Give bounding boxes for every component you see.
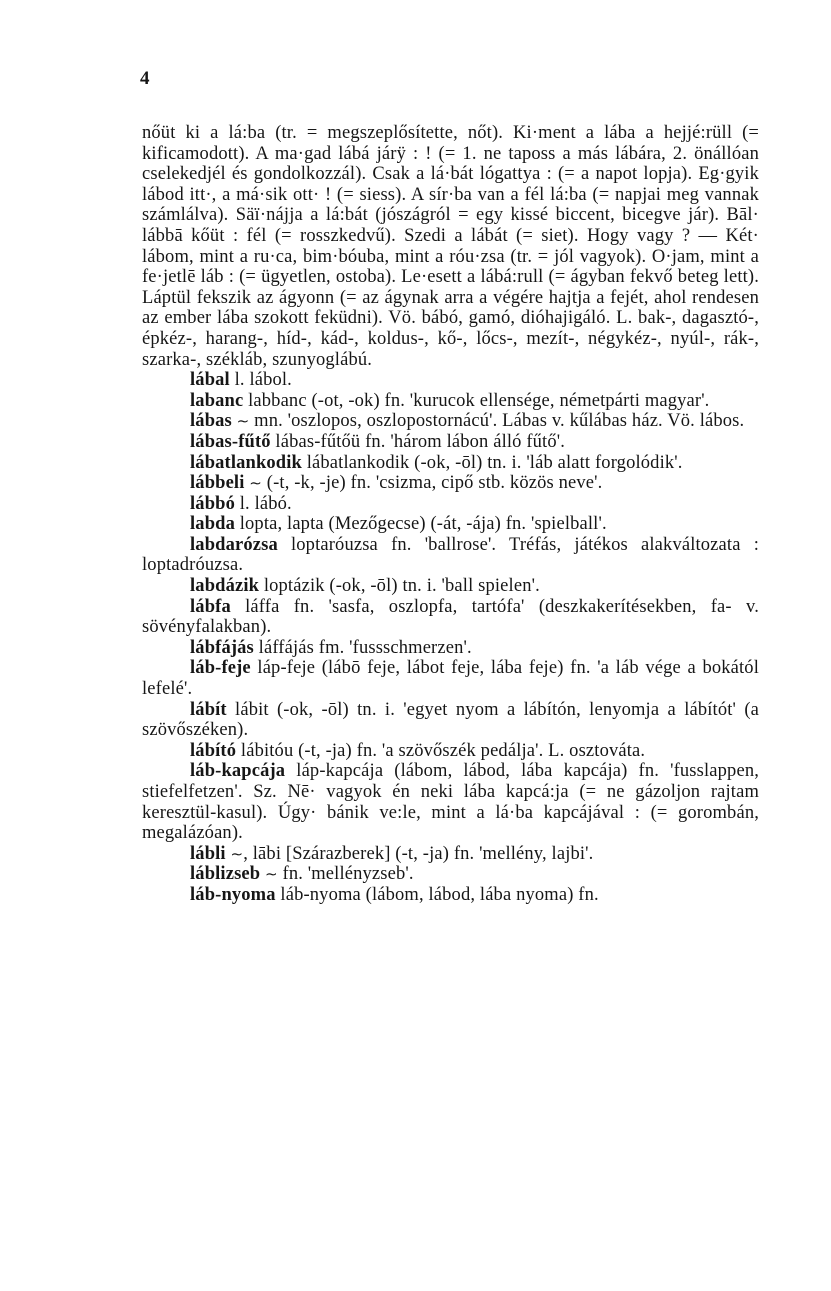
headword: labanc: [190, 390, 244, 411]
headword: lábal: [190, 370, 230, 391]
entry-body: l. lábó.: [234, 493, 292, 514]
headword: lábas: [190, 411, 232, 432]
entry-labbo: [142, 494, 759, 515]
headword: láb-nyoma: [190, 884, 276, 905]
entry-lablizseb: [142, 864, 759, 885]
entry-lab-nyoma: [142, 885, 759, 906]
entry-body: lopta, lapta (Mezőgecse) (-át, -ája) fn. 'spielball'.: [234, 514, 607, 535]
entry-body: láffa fn. 'sasfa, oszlopfa, tartófa' (deszkakerítésekben, fa- v. sövényfalakban).: [142, 596, 759, 638]
entry-body: (-t, -k, -je) fn. 'csizma, cipő stb. közös neve'.: [262, 473, 603, 494]
headword: láb-kapcája: [190, 761, 286, 782]
entry-labal: [142, 370, 759, 391]
entry-body: láffájás fm. 'fussschmerzen'.: [253, 637, 472, 658]
entry-labdazik: [142, 576, 759, 597]
entry-body: láp-feje (lábō feje, lábot feje, lába feje) fn. 'a láb vége a bokától lefelé'.: [142, 658, 759, 700]
entry-labfa: [142, 597, 759, 638]
page-number: 4: [140, 68, 150, 89]
headword: labdarózsa: [190, 534, 278, 555]
entry-labito: [142, 741, 759, 762]
entry-body: lábitóu (-t, -ja) fn. 'a szövőszék pedálja'. L. osztováta.: [236, 740, 646, 761]
tilde-icon: ∼: [230, 844, 244, 863]
headword: lábas-fűtő: [190, 431, 271, 452]
entry-body: mn. 'oszlopos, oszlopostornácú'. Lábas v. kűlábas ház. Vö. lábos.: [249, 411, 745, 432]
dictionary-text: [142, 123, 759, 906]
entry-body: loptázik (-ok, -ōl) tn. i. 'ball spielen'.: [259, 576, 540, 597]
headword: labdázik: [190, 576, 260, 597]
entry-labit: [142, 700, 759, 741]
headword: lábít: [190, 699, 227, 720]
headword: lábli: [190, 843, 226, 864]
entry-labfajas: [142, 638, 759, 659]
entry-body: láp-kapcája (lábom, lábod, lába kapcája) fn. 'fusslappen, stiefelfetzen'. Sz. Nē· vagyok én neki lába kapcá:ja (= ne gázoljon rajtam keresztül-kasul). Úgy· bánik ve:le, mint a lá·ba kapcájával : (= gorombán, megalázóan).: [142, 761, 759, 844]
headword: lábatlankodik: [190, 452, 302, 473]
headword: láb-feje: [190, 658, 251, 679]
entry-lab-kapcaja: [142, 761, 759, 843]
entry-continuation: nőüt ki a lá:ba (tr. = megszeplősítette, nőt). Ki·ment a lába a hejjé:rüll (= kificamodott). A ma·gad lábá járÿ : ! (= 1. ne taposs a más lábára, 2. önállóan cselekedjél és gondolkozzál). Csak a lá·bát lógattya : (= a napot lopja). Eg·gyik lábod itt·, a má·sik ott· ! (= siess). A sír·ba van a fél lá:ba (= napjai meg vannak számlálva). Säï·nájja a lá:bát (jószágról = egy kissé biccent, bicegve jár). Bāl· lábbā kőüt : fél (= rosszkedvű). Szedi a lábát (= siet). Hogy vagy ? — Két· lábom, mint a ru·ca, bim·bóuba, mint a róu·zsa (tr. = jól vagyok). O·jam, mint a fe·jetlē láb : (= ügyetlen, ostoba). Le·esett a lábá:rull (= ágyban fekvő beteg lett). Láptül fekszik az ágyonn (= az ágynak arra a végére hajtja a fejét, ahol rendesen az ember lába szokott feküdni). Vö. bábó, gamó, dióhajigáló. L. bak-, dagasztó-, épkéz-, harang-, híd-, kád-, koldus-, kő-, lőcs-, mezít-, négykéz-, nyúl-, rák-, szarka-, székláb, szunyoglábú.: [142, 123, 759, 370]
headword: labda: [190, 514, 235, 535]
entry-body: l. lábol.: [229, 370, 292, 391]
entry-body: fn. 'mellényzseb'.: [277, 864, 414, 885]
headword: láblizseb: [190, 864, 261, 885]
headword: lábító: [190, 740, 237, 761]
tilde-icon: ∼: [265, 865, 278, 884]
entry-body: lábas-fűtőü fn. 'három lábon álló fűtő'.: [270, 431, 566, 452]
headword: lábfa: [190, 596, 231, 617]
entry-body: láb-nyoma (lábom, lábod, lába nyoma) fn.: [275, 884, 599, 905]
entry-labdarozsa: [142, 535, 759, 576]
headword: lábbeli: [190, 473, 245, 494]
headword: lábfájás: [190, 637, 254, 658]
entry-labanc: [142, 391, 759, 412]
entry-labda: [142, 514, 759, 535]
entry-labbeli: [142, 473, 759, 494]
entry-labatlankodik: [142, 453, 759, 474]
entry-labas-futo: [142, 432, 759, 453]
entry-body: loptaróuzsa fn. 'ballrose'. Tréfás, játékos alakváltozata : loptadróuzsa.: [142, 534, 759, 576]
entry-body: labbanc (-ot, -ok) fn. 'kurucok ellensége, németpárti magyar'.: [243, 390, 710, 411]
entry-body: lábatlankodik (-ok, -ōl) tn. i. 'láb alatt forgolódik'.: [301, 452, 683, 473]
tilde-icon: ∼: [249, 474, 263, 493]
entry-body: lábit (-ok, -ōl) tn. i. 'egyet nyom a lábítón, lenyomja a lábítót' (a szövőszéken).: [142, 699, 759, 741]
entry-lab-feje: [142, 658, 759, 699]
entry-body: , lābi [Szárazberek] (-t, -ja) fn. 'mellény, lajbi'.: [243, 843, 594, 864]
entry-labas: [142, 411, 759, 432]
entry-labli: [142, 844, 759, 865]
headword: lábbó: [190, 493, 235, 514]
tilde-icon: ∼: [236, 412, 250, 431]
